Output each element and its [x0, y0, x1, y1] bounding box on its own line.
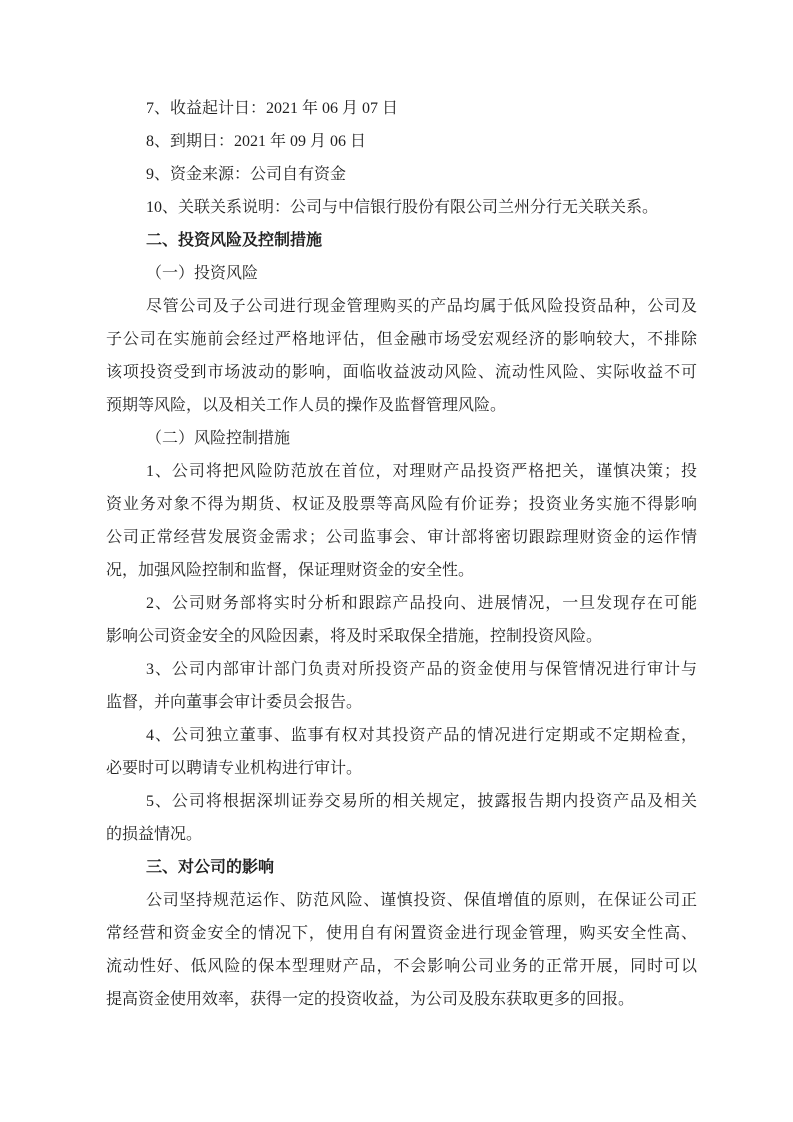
paragraph-investment-risk [106, 290, 697, 422]
text-line: （二）风险控制措施 [146, 430, 291, 447]
text-line: 资业务对象不得为期货、权证及股票等高风险有价证券；投资业务实施不得影响 [106, 496, 697, 513]
paragraph-control-4 [106, 719, 697, 785]
text-line: 5、公司将根据深圳证券交易所的相关规定，披露报告期内投资产品及相关 [146, 793, 697, 810]
text-line: 二、投资风险及控制措施 [146, 232, 323, 249]
text-line: 4、公司独立董事、监事有权对其投资产品的情况进行定期或不定期检查， [146, 727, 697, 744]
text-line: 监督，并向董事会审计委员会报告。 [106, 694, 363, 711]
subsection-heading-2-2 [106, 422, 697, 455]
text-line: 必要时可以聘请专业机构进行审计。 [106, 760, 363, 777]
text-line: 预期等风险，以及相关工作人员的操作及监督管理风险。 [106, 397, 507, 414]
text-line: 三、对公司的影响 [146, 859, 275, 876]
text-line: 该项投资受到市场波动的影响，面临收益波动风险、流动性风险、实际收益不可 [106, 364, 697, 381]
paragraph-control-3 [106, 653, 697, 719]
text-line: 公司正常经营发展资金需求；公司监事会、审计部将密切跟踪理财资金的运作情 [106, 529, 697, 546]
paragraph-control-2 [106, 587, 697, 653]
text-line: 尽管公司及子公司进行现金管理购买的产品均属于低风险投资品种，公司及 [146, 298, 697, 315]
text-line: 常经营和资金安全的情况下，使用自有闲置资金进行现金管理，购买安全性高、 [106, 925, 697, 942]
text-line: 提高资金使用效率，获得一定的投资收益，为公司及股东获取更多的回报。 [106, 991, 635, 1008]
paragraph-control-1 [106, 455, 697, 587]
section-heading-2 [106, 224, 697, 257]
text-line: 9、资金来源：公司自有资金 [146, 166, 347, 183]
text-line: 1、公司将把风险防范放在首位，对理财产品投资严格把关，谨慎决策；投 [146, 463, 697, 480]
text-line: 公司坚持规范运作、防范风险、谨慎投资、保值增值的原则，在保证公司正 [146, 892, 697, 909]
text-line: 流动性好、低风险的保本型理财产品，不会影响公司业务的正常开展，同时可以 [106, 958, 697, 975]
text-line: 8、到期日：2021 年 09 月 06 日 [146, 133, 367, 150]
text-line: 7、收益起计日：2021 年 06 月 07 日 [146, 100, 399, 117]
text-line: 3、公司内部审计部门负责对所投资产品的资金使用与保管情况进行审计与 [146, 661, 697, 678]
list-item-8 [106, 125, 697, 158]
text-line: 子公司在实施前会经过严格地评估，但金融市场受宏观经济的影响较大，不排除 [106, 331, 697, 348]
text-line: 2、公司财务部将实时分析和跟踪产品投向、进展情况，一旦发现存在可能 [146, 595, 697, 612]
section-heading-3 [106, 851, 697, 884]
text-line: （一）投资风险 [146, 265, 259, 282]
paragraph-impact [106, 884, 697, 1016]
list-item-7 [106, 92, 697, 125]
paragraph-control-5 [106, 785, 697, 851]
text-line: 况，加强风险控制和监督，保证理财资金的安全性。 [106, 562, 475, 579]
document-text [106, 92, 697, 1016]
text-line: 影响公司资金安全的风险因素，将及时采取保全措施，控制投资风险。 [106, 628, 603, 645]
text-line: 的损益情况。 [106, 826, 203, 843]
list-item-9 [106, 158, 697, 191]
subsection-heading-2-1 [106, 257, 697, 290]
list-item-10 [106, 191, 697, 224]
text-line: 10、关联关系说明：公司与中信银行股份有限公司兰州分行无关联关系。 [146, 199, 659, 216]
